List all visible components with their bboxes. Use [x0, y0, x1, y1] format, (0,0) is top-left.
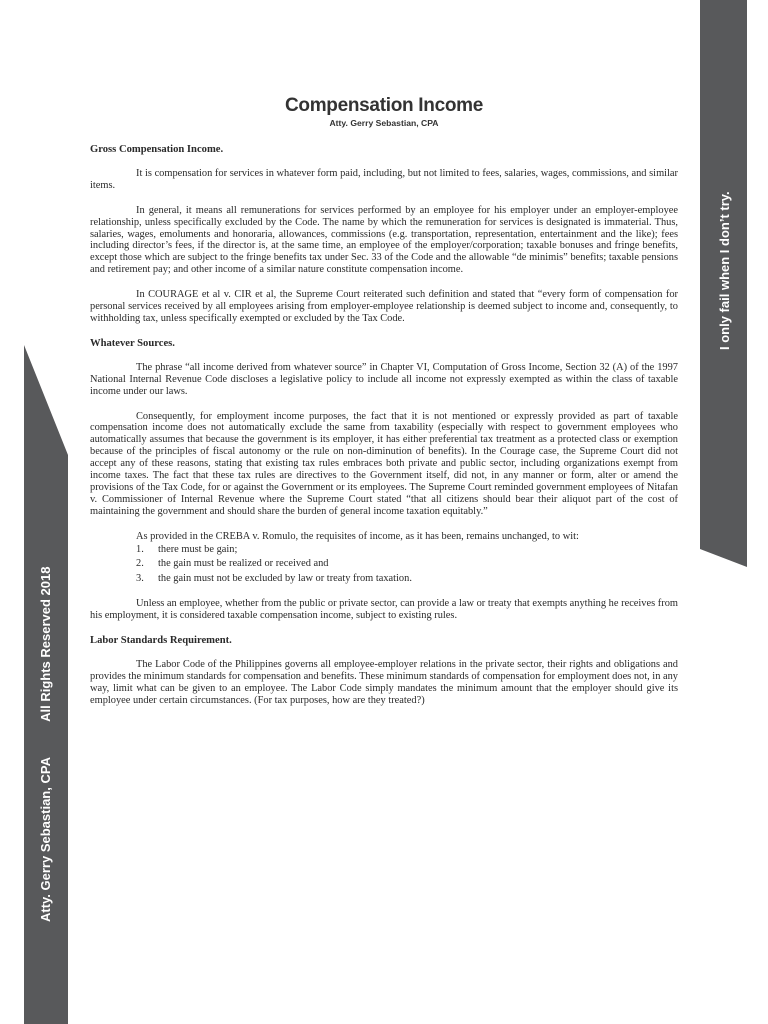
list-text: the gain must be realized or received and: [158, 558, 329, 570]
document-author: Atty. Gerry Sebastian, CPA: [329, 118, 439, 128]
paragraph: In COURAGE et al v. CIR et al, the Supreme Court reiterated such definition and stated that “every form of compensation for personal services received by all employees arising from employer-employee relationship is deemed subject to income and, consequently, to withholding tax, unless specifically exempted or excluded by the Tax Code.: [90, 289, 678, 324]
section-heading-whatever-sources: Whatever Sources.: [90, 337, 175, 349]
list-number: 1.: [136, 543, 144, 555]
right-banner-text: I only fail when I don’t try.: [717, 191, 732, 350]
left-banner-text: Atty. Gerry Sebastian, CPA All Rights Reserved 2018: [38, 566, 53, 922]
list-text: there must be gain;: [158, 543, 238, 555]
requisites-list: [136, 544, 678, 586]
document-title: Compensation Income: [284, 95, 484, 116]
list-item: [136, 544, 678, 556]
paragraph: The phrase “all income derived from whatever source” in Chapter VI, Computation of Gross Income, Section 32 (A) of the 1997 National Internal Revenue Code discloses a legislative policy to include all income not expressly exempted as within the class of taxable income under our laws.: [90, 361, 678, 397]
paragraph: It is compensation for services in whatever form paid, including, but not limited to fees, salaries, wages, commissions, and similar items.: [90, 167, 678, 191]
list-item: [136, 573, 678, 585]
list-number: 2.: [136, 558, 144, 570]
paragraph: As provided in the CREBA v. Romulo, the requisites of income, as it has been, remains unchanged, to wit:: [136, 530, 579, 542]
list-text: the gain must not be excluded by law or treaty from taxation.: [158, 573, 412, 585]
document-page: [90, 94, 678, 720]
paragraph: In general, it means all remunerations for services performed by an employee for his employer under an employer-employee relationship, unless specifically excluded by the Code. The name by which the remuneration for services is designated is immaterial. Thus, salaries, wages, emoluments and honoraria, allowances, commissions (e.g. transportation, representation, entertainment and the like); fees including director’s fees, if the director is, at the same time, an employee of the employer/corporation; taxable bonuses and fringe benefits, except those which are subject to the fringe benefits tax under Sec. 33 of the Code and the allowable “de minimis” benefits; taxable pensions and retirement pay; and other income of a similar nature constitute compensation income.: [90, 204, 678, 276]
paragraph: Unless an employee, whether from the public or private sector, can provide a law or treaty that exempts anything he receives from his employment, it is considered taxable compensation income, subject to existing rules.: [90, 598, 678, 622]
list-item: [136, 558, 678, 570]
paragraph: Consequently, for employment income purposes, the fact that it is not mentioned or expressly provided as part of taxable compensation income does not automatically exclude the same from taxability (especially with respect to government employees who automatically assumes that because the government is its employer, it has either preferential tax treatment as a protected class or exemption because of the principles of fiscal autonomy or the rule on non-diminution of benefits). In the Courage case, the Supreme Court did not accept any of these reasons, stating that existing tax rules embraces both private and public sector, including organizations exempt from income taxes. The fact that these tax rules are directives to the Government itself, did not, in any manner or form, alter or amend the provisions of the Tax Code, for or against the Government or its employees. The Supreme Court reminded government employees of Nitafan v. Commissioner of Internal Revenue where the Supreme Court stated “that all citizens should bear their aliquot part of the cost of maintaining the government and should share the burden of general income taxation equitably.”: [90, 410, 678, 517]
paragraph: The Labor Code of the Philippines governs all employee-employer relations in the private sector, their rights and obligations and provides the minimum standards for compensation and benefits. These minimum standards of compensation for employment does not, in any way, limit what can be given to an employee. The Labor Code simply mandates the minimum amount that the employer should give its employee under certain circumstances. (For tax purposes, how are they treated?): [90, 659, 678, 706]
section-heading-gross-compensation: Gross Compensation Income.: [90, 144, 224, 155]
list-number: 3.: [136, 573, 144, 585]
section-heading-labor-standards: Labor Standards Requirement.: [90, 635, 232, 647]
